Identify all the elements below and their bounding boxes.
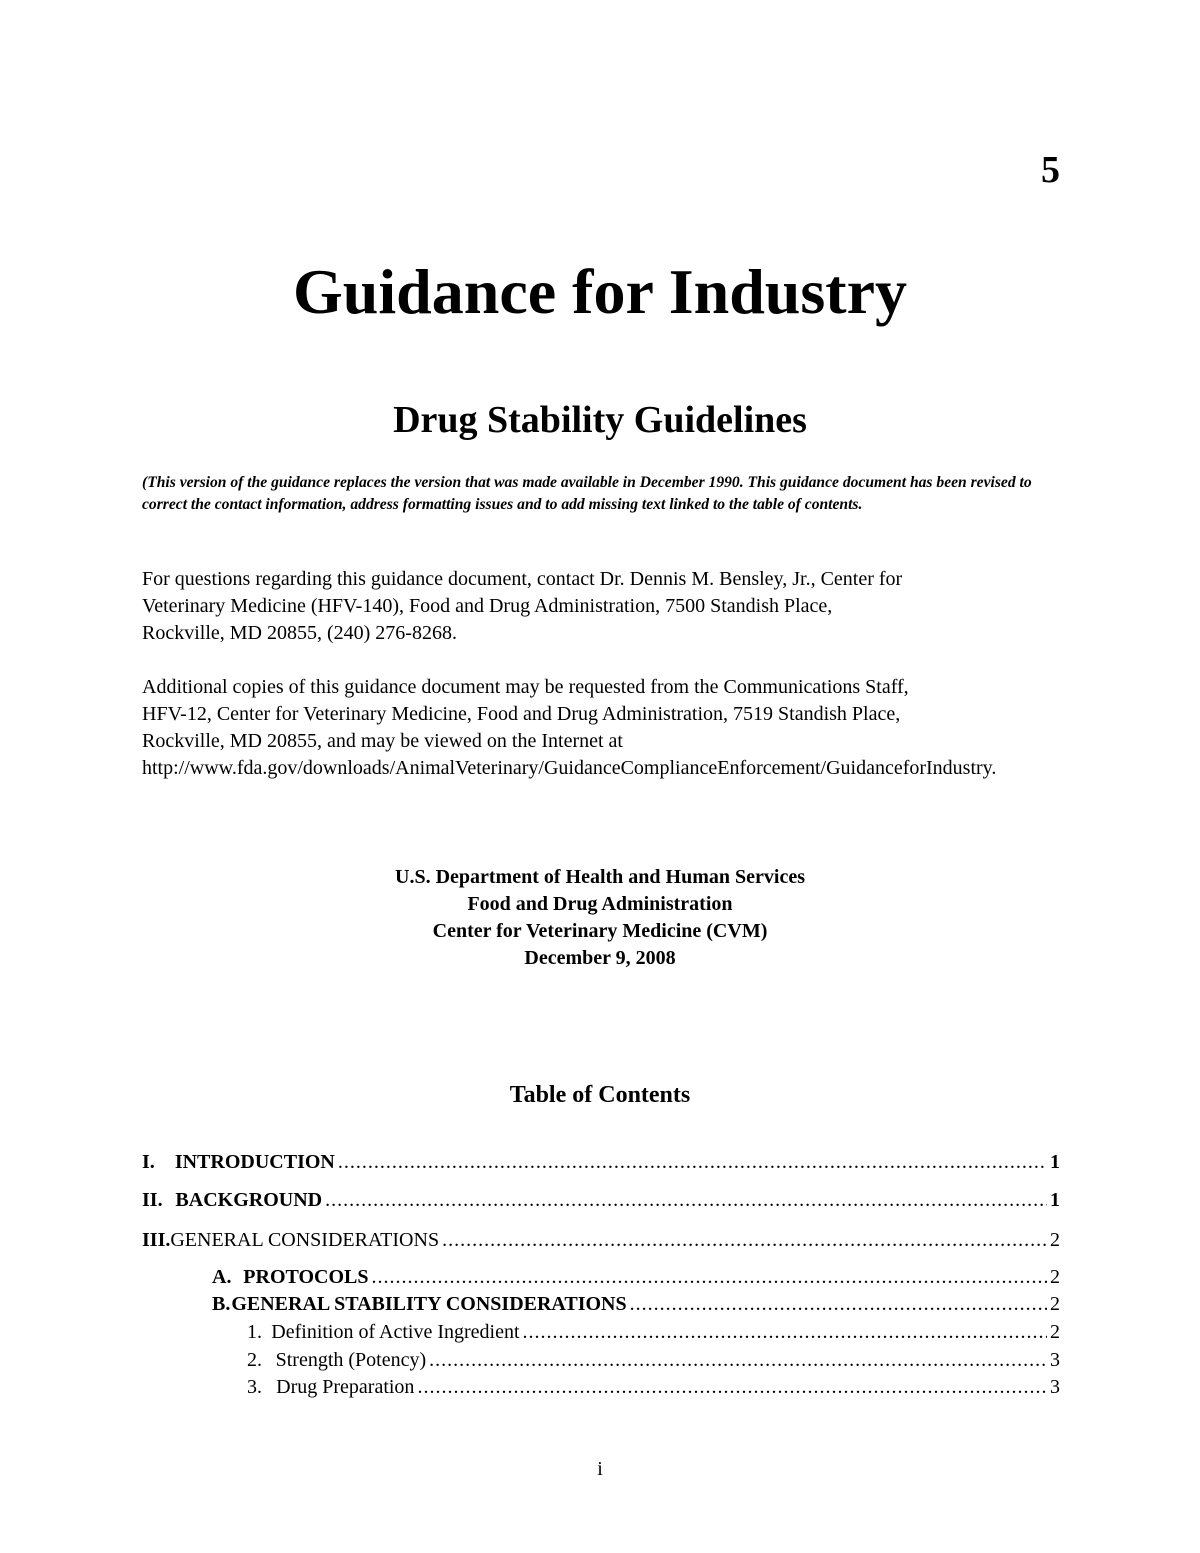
toc-leader-dots bbox=[372, 1266, 1048, 1289]
toc-entry-label: GENERAL STABILITY CONSIDERATIONS bbox=[231, 1293, 627, 1315]
copies-line: HFV-12, Center for Veterinary Medicine, Food and Drug Administration, 7519 Standish Place, bbox=[142, 703, 901, 725]
toc-entry-definition-active-ingredient[interactable] bbox=[247, 1321, 1060, 1344]
agency-block bbox=[0, 864, 1200, 972]
toc-entry-protocols[interactable] bbox=[212, 1266, 1060, 1289]
copies-line: Rockville, MD 20855, and may be viewed on the Internet at bbox=[142, 730, 623, 752]
toc-entry-page: 2 bbox=[1050, 1293, 1060, 1315]
copies-line: Additional copies of this guidance document may be requested from the Communications Staff, bbox=[142, 676, 909, 698]
toc-entry-page: 1 bbox=[1050, 1151, 1060, 1173]
toc-entry-background[interactable] bbox=[142, 1189, 1060, 1212]
contact-line: For questions regarding this guidance document, contact Dr. Dennis M. Bensley, Jr., Center for bbox=[142, 568, 903, 590]
version-note: (This version of the guidance replaces the version that was made available in December 1990. This guidance document has been revised to correct the contact information, address formatting issues and to add missing text linked to the table of contents. bbox=[142, 474, 1032, 513]
toc-entry-number: 2. bbox=[247, 1349, 262, 1371]
document-title: Guidance for Industry bbox=[292, 256, 908, 327]
toc-entry-number: III. bbox=[142, 1229, 171, 1251]
toc-entry-number: I. bbox=[142, 1151, 155, 1173]
toc-heading: Table of Contents bbox=[509, 1082, 691, 1108]
agency-date: December 9, 2008 bbox=[524, 947, 676, 969]
footer-page-number: i bbox=[597, 1458, 603, 1480]
document-subtitle: Drug Stability Guidelines bbox=[393, 399, 807, 441]
contact-line: Rockville, MD 20855, (240) 276-8268. bbox=[142, 622, 457, 644]
copies-url[interactable]: http://www.fda.gov/downloads/AnimalVeterinary/GuidanceComplianceEnforcement/GuidanceforIndustry. bbox=[142, 757, 997, 779]
toc-entry-label: Drug Preparation bbox=[276, 1376, 415, 1398]
contact-paragraph bbox=[142, 566, 1182, 647]
agency-department: U.S. Department of Health and Human Services bbox=[395, 866, 805, 888]
toc-leader-dots bbox=[523, 1321, 1047, 1344]
toc-entry-label: GENERAL CONSIDERATIONS bbox=[170, 1229, 440, 1251]
toc-entry-page: 1 bbox=[1050, 1189, 1060, 1211]
page-number: 5 bbox=[1041, 149, 1060, 191]
toc-entry-strength-potency[interactable] bbox=[247, 1349, 1060, 1372]
toc-entry-label: Definition of Active Ingredient bbox=[271, 1321, 520, 1343]
toc-entry-page: 3 bbox=[1050, 1349, 1060, 1371]
toc-entry-number: 1. bbox=[247, 1321, 262, 1343]
toc-entry-page: 2 bbox=[1050, 1229, 1060, 1251]
toc-entry-label: BACKGROUND bbox=[175, 1189, 323, 1211]
toc-entry-page: 3 bbox=[1050, 1376, 1060, 1398]
toc-entry-label: PROTOCOLS bbox=[243, 1266, 369, 1288]
toc-entry-page: 2 bbox=[1050, 1321, 1060, 1343]
toc-entry-page: 2 bbox=[1050, 1266, 1060, 1288]
toc-leader-dots bbox=[442, 1229, 1047, 1252]
toc-leader-dots bbox=[338, 1151, 1047, 1174]
toc-entry-number: 3. bbox=[247, 1376, 262, 1398]
toc-leader-dots bbox=[630, 1293, 1047, 1316]
toc-leader-dots bbox=[325, 1189, 1047, 1212]
toc-entry-number: A. bbox=[212, 1266, 232, 1288]
toc-entry-number: B. bbox=[212, 1293, 231, 1315]
toc-leader-dots bbox=[417, 1376, 1047, 1399]
toc-entry-general-considerations[interactable] bbox=[142, 1229, 1060, 1252]
contact-line: Veterinary Medicine (HFV-140), Food and Drug Administration, 7500 Standish Place, bbox=[142, 595, 833, 617]
toc-entry-label: Strength (Potency) bbox=[275, 1349, 427, 1371]
toc-entry-number: II. bbox=[142, 1189, 163, 1211]
toc-entry-label: INTRODUCTION bbox=[174, 1151, 335, 1173]
agency-cvm: Center for Veterinary Medicine (CVM) bbox=[432, 920, 768, 942]
toc-entry-general-stability[interactable] bbox=[212, 1293, 1060, 1316]
copies-paragraph bbox=[142, 674, 1182, 782]
toc-entry-drug-preparation[interactable] bbox=[247, 1376, 1060, 1399]
agency-fda: Food and Drug Administration bbox=[467, 893, 733, 915]
toc-entry-introduction[interactable] bbox=[142, 1151, 1060, 1174]
toc-leader-dots bbox=[429, 1349, 1047, 1372]
